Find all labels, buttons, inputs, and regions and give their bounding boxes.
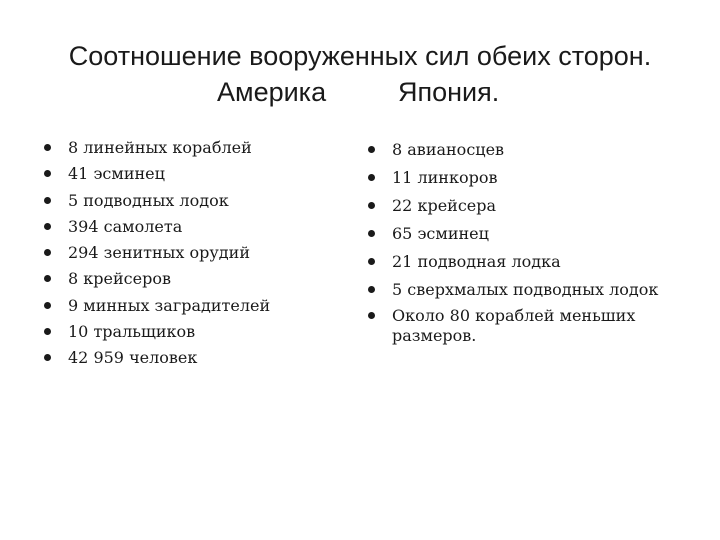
- bullet-icon: [44, 354, 51, 361]
- list-item: 294 зенитных орудий: [44, 243, 334, 263]
- bullet-icon: [368, 146, 375, 153]
- bullet-icon: [44, 302, 51, 309]
- list-item: 42 959 человек: [44, 348, 334, 368]
- list-item: 10 тральщиков: [44, 322, 334, 342]
- list-item: 394 самолета: [44, 217, 334, 237]
- bullet-icon: [44, 170, 51, 177]
- bullet-icon: [44, 197, 51, 204]
- bullet-icon: [44, 223, 51, 230]
- list-item: 11 линкоров: [368, 168, 678, 188]
- list-item: 65 эсминец: [368, 224, 678, 244]
- slide-title: [0, 38, 720, 110]
- list-item: 5 подводных лодок: [44, 191, 334, 211]
- bullet-icon: [368, 286, 375, 293]
- bullet-icon: [368, 312, 375, 319]
- title-america: Америка: [217, 77, 327, 107]
- bullet-icon: [44, 328, 51, 335]
- bullet-icon: [368, 258, 375, 265]
- list-item: 22 крейсера: [368, 196, 678, 216]
- japan-forces-list: [368, 140, 678, 354]
- bullet-icon: [44, 275, 51, 282]
- bullet-icon: [44, 144, 51, 151]
- title-subline: [0, 74, 720, 110]
- list-item: 8 крейсеров: [44, 269, 334, 289]
- title-japan: Япония.: [398, 77, 500, 107]
- list-item: 5 сверхмалых подводных лодок: [368, 280, 678, 300]
- america-forces-list: [44, 138, 334, 374]
- list-item: 8 авианосцев: [368, 140, 678, 160]
- bullet-icon: [368, 230, 375, 237]
- list-item: 21 подводная лодка: [368, 252, 678, 272]
- list-item: Около 80 кораблей меньших размеров.: [368, 306, 678, 346]
- list-item: 41 эсминец: [44, 164, 334, 184]
- bullet-icon: [368, 174, 375, 181]
- list-item: 8 линейных кораблей: [44, 138, 334, 158]
- list-item: 9 минных заградителей: [44, 296, 334, 316]
- bullet-icon: [368, 202, 375, 209]
- title-main: Соотношение вооруженных сил обеих сторон.: [68, 41, 652, 71]
- bullet-icon: [44, 249, 51, 256]
